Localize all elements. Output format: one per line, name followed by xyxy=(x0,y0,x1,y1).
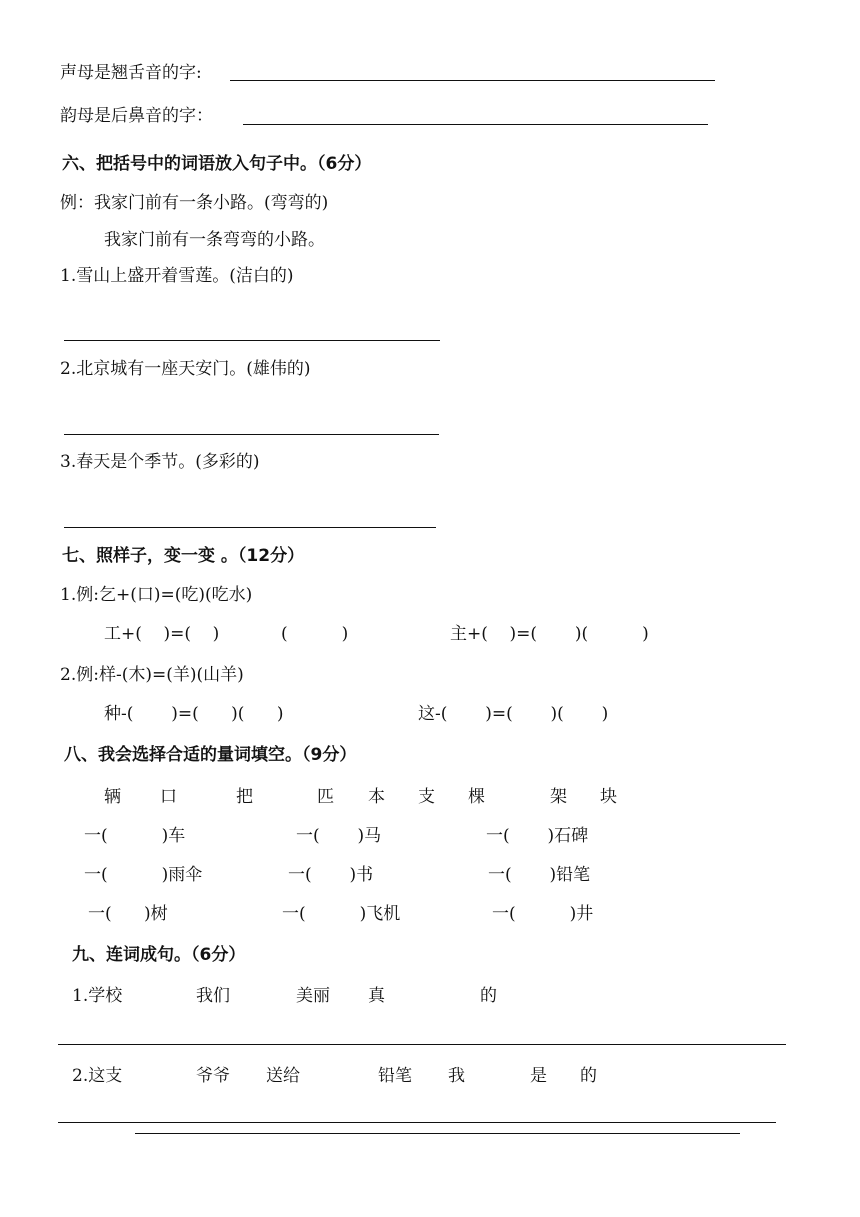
measure-word-5: 本 xyxy=(368,787,385,807)
section-7-example-2: 2.例:样-(木)=(羊)(山羊) xyxy=(60,665,244,685)
section-7-example-1: 1.例:乞+(口)=(吃)(吃水) xyxy=(60,585,253,605)
section-6-answer-line-1[interactable] xyxy=(64,340,440,341)
measure-word-9: 块 xyxy=(600,787,617,807)
section-6-example-answer: 我家门前有一条弯弯的小路。 xyxy=(104,230,325,250)
measure-word-1: 辆 xyxy=(104,787,121,807)
blank-feiji[interactable]: 一( )飞机 xyxy=(282,904,401,924)
section-6-answer-line-2[interactable] xyxy=(64,434,439,435)
q2-word-6: 是 xyxy=(530,1066,547,1086)
yunmu-houbi-label: 韵母是后鼻音的字： xyxy=(60,106,213,126)
q1-word-5: 的 xyxy=(480,986,497,1006)
section-9-title: 九、连词成句。（6分） xyxy=(72,945,246,965)
blank-ma[interactable]: 一( )马 xyxy=(296,826,382,846)
q2-word-1: 2.这支 xyxy=(72,1066,123,1086)
section-9-answer-line-1[interactable] xyxy=(58,1044,786,1045)
measure-word-2: 口 xyxy=(160,787,177,807)
measure-word-8: 架 xyxy=(550,787,567,807)
q2-word-3: 送给 xyxy=(266,1066,300,1086)
section-6-answer-line-3[interactable] xyxy=(64,527,436,528)
section-7-row1-c[interactable]: 主+( )=( )( ) xyxy=(450,624,649,644)
blank-jing[interactable]: 一( )井 xyxy=(492,904,594,924)
q2-word-7: 的 xyxy=(580,1066,597,1086)
section-6-question-1: 1.雪山上盛开着雪莲。(洁白的) xyxy=(60,266,294,286)
blank-shu-tree[interactable]: 一( )树 xyxy=(88,904,168,924)
blank-shu[interactable]: 一( )书 xyxy=(288,865,374,885)
blank-qianbi[interactable]: 一( )铅笔 xyxy=(488,865,591,885)
section-6-question-2: 2.北京城有一座天安门。(雄伟的) xyxy=(60,359,311,379)
measure-word-6: 支 xyxy=(418,787,435,807)
section-6-example: 例：我家门前有一条小路。(弯弯的) xyxy=(60,193,329,213)
section-8-title: 八、我会选择合适的量词填空。（9分） xyxy=(64,745,357,765)
yunmu-houbi-answer-line[interactable] xyxy=(243,124,708,125)
blank-che[interactable]: 一( )车 xyxy=(84,826,186,846)
shengmu-qiaoshe-label: 声母是翘舌音的字: xyxy=(60,63,202,83)
q2-word-4: 铅笔 xyxy=(378,1066,412,1086)
measure-word-7: 棵 xyxy=(468,787,485,807)
q1-word-2: 我们 xyxy=(196,986,230,1006)
section-6-question-3: 3.春天是个季节。(多彩的) xyxy=(60,452,260,472)
section-7-row2-b[interactable]: 这-( )=( )( ) xyxy=(418,704,609,724)
blank-shibei[interactable]: 一( )石碑 xyxy=(486,826,589,846)
page-bottom-rule xyxy=(135,1133,740,1134)
q1-word-4: 真 xyxy=(368,986,385,1006)
q2-word-2: 爷爷 xyxy=(196,1066,230,1086)
q1-word-3: 美丽 xyxy=(296,986,330,1006)
section-7-row1-a[interactable]: 工+( )=( ) xyxy=(104,624,220,644)
shengmu-qiaoshe-answer-line[interactable] xyxy=(230,80,715,81)
q2-word-5: 我 xyxy=(448,1066,465,1086)
measure-word-4: 匹 xyxy=(317,787,334,807)
section-7-title: 七、照样子，变一变 。（12分） xyxy=(62,546,305,566)
section-9-answer-line-2[interactable] xyxy=(58,1122,776,1123)
section-7-row2-a[interactable]: 种-( )=( )( ) xyxy=(104,704,284,724)
measure-word-3: 把 xyxy=(236,787,253,807)
section-6-title: 六、把括号中的词语放入句子中。（6分） xyxy=(62,154,372,174)
blank-yusan[interactable]: 一( )雨伞 xyxy=(84,865,203,885)
section-7-row1-b[interactable]: ( ) xyxy=(281,624,349,644)
q1-word-1: 1.学校 xyxy=(72,986,123,1006)
